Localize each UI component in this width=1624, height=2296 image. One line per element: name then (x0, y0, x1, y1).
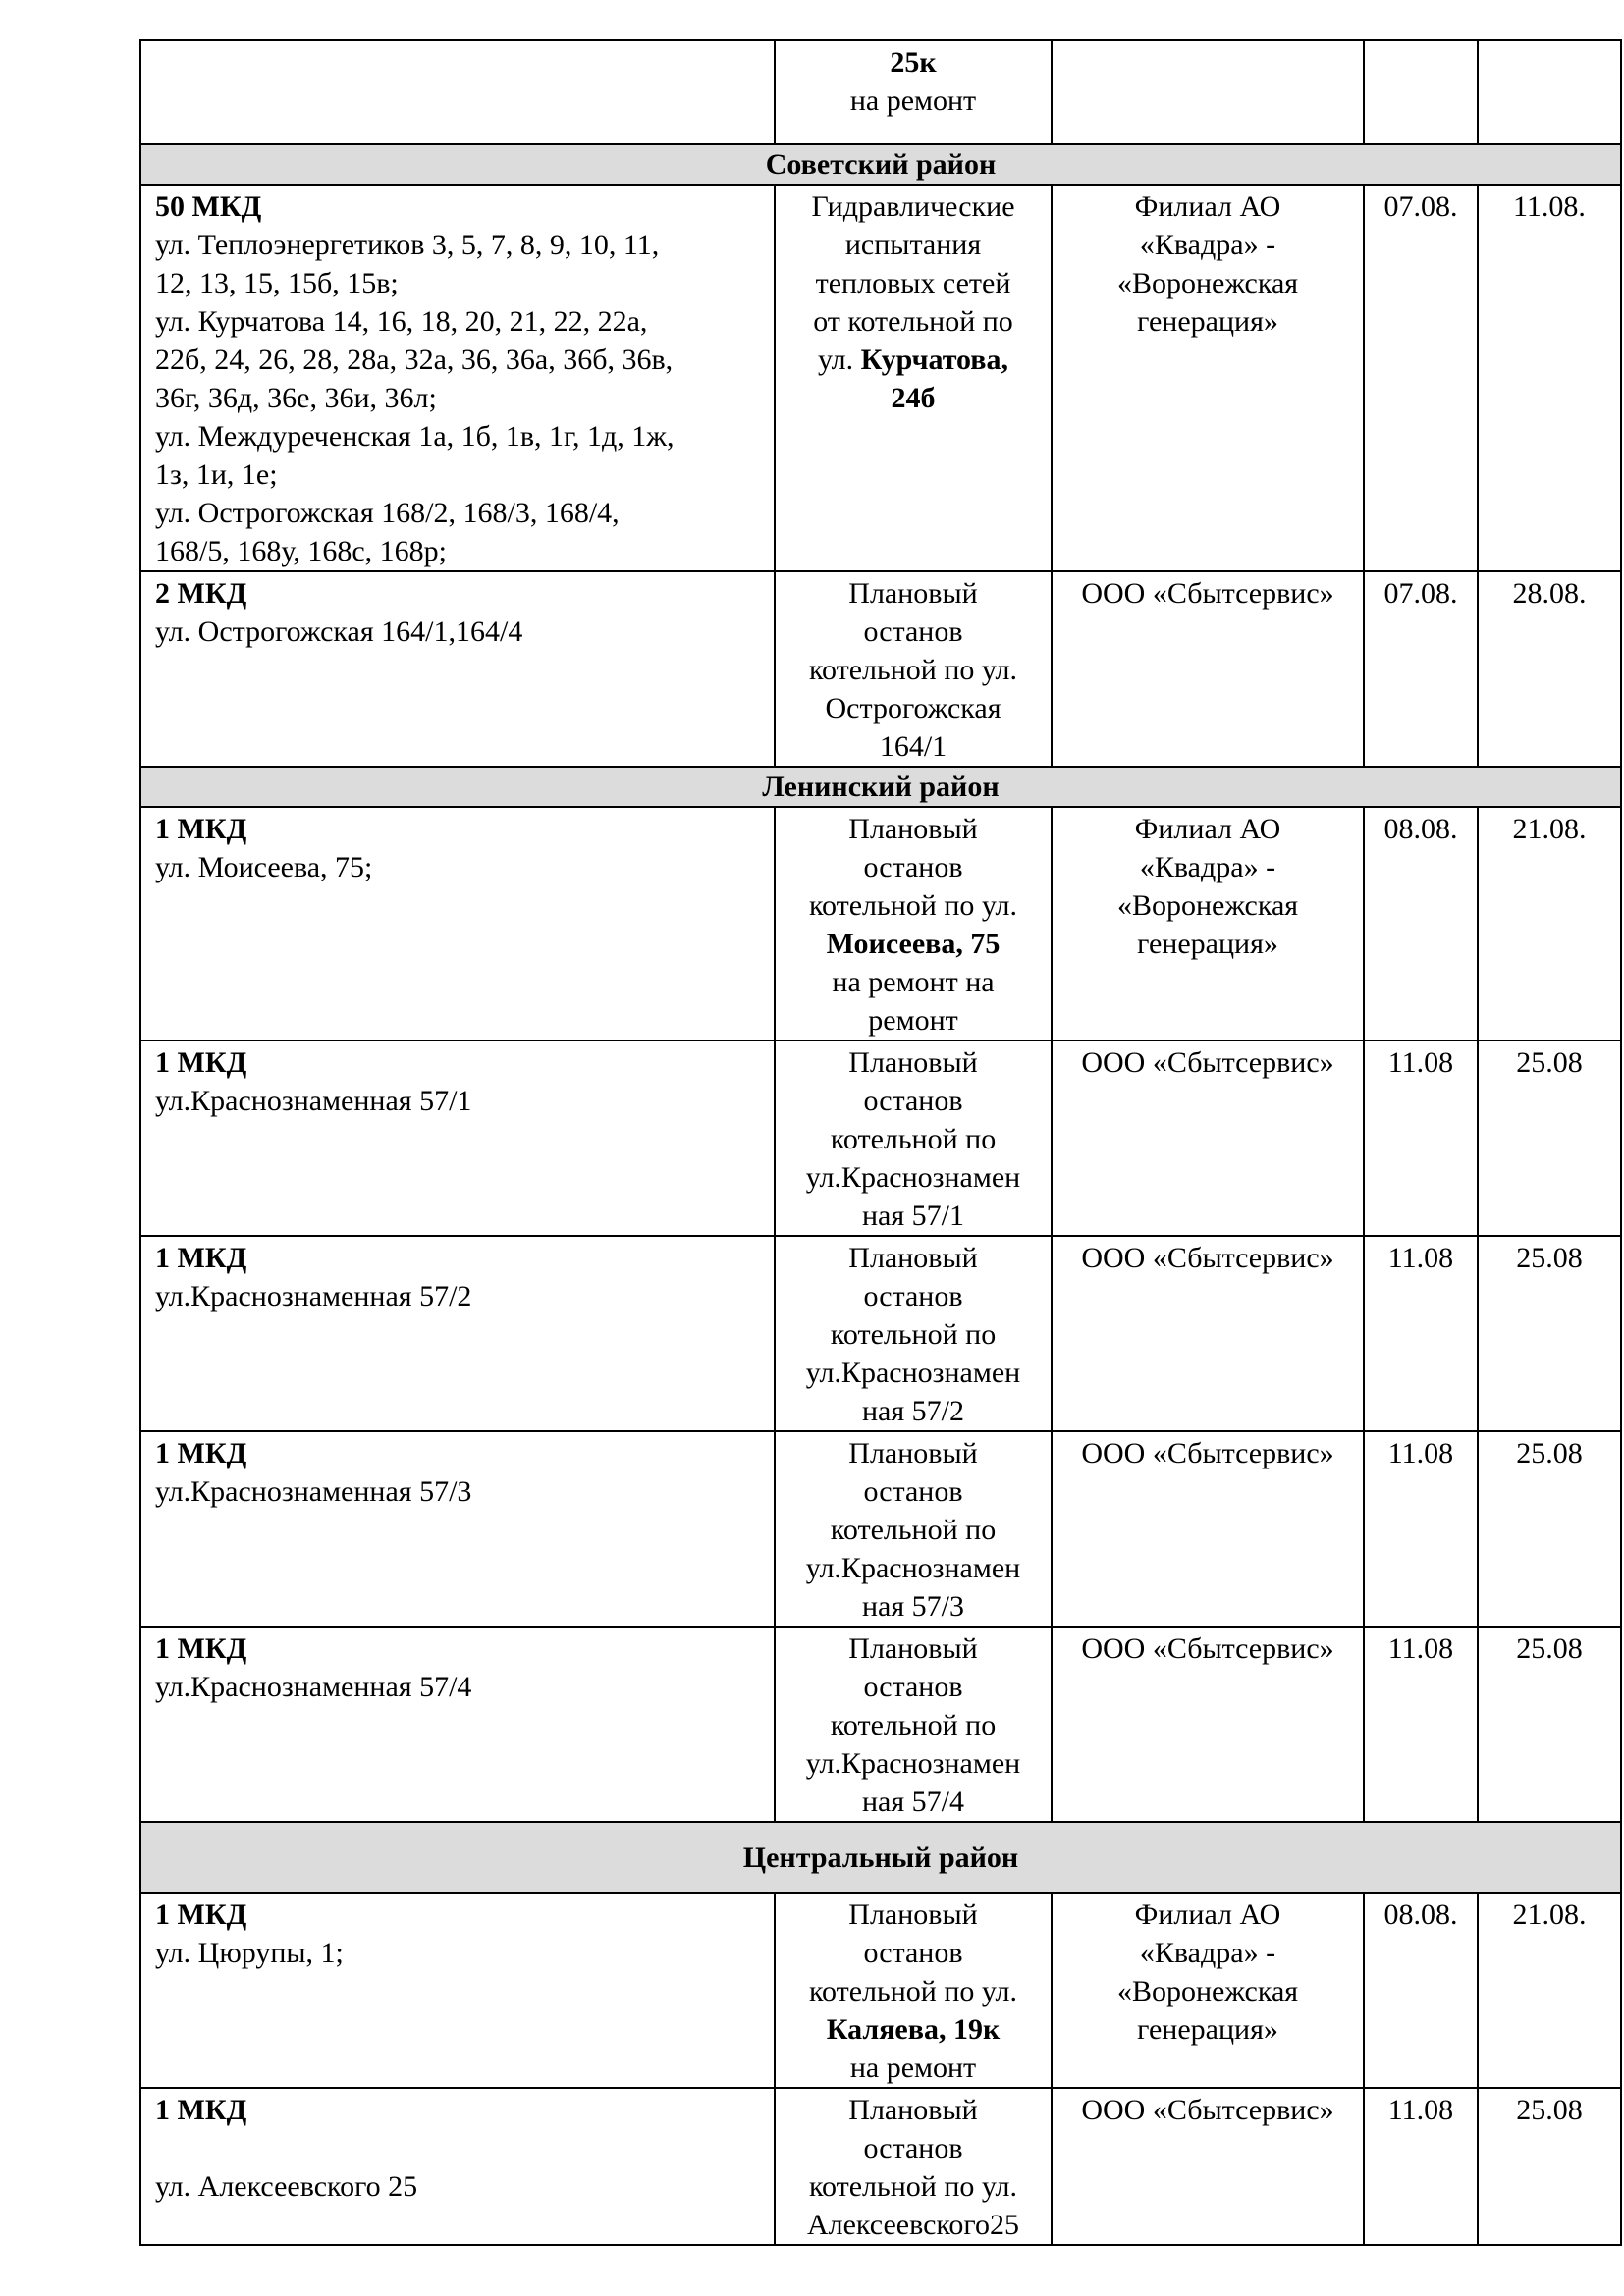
text-fragment: тепловых сетей (815, 267, 1011, 299)
end-date-cell: 25.08 (1478, 1041, 1621, 1236)
organization-cell (1052, 40, 1364, 144)
cell-line (780, 2049, 1047, 2087)
start-date-cell: 11.08 (1364, 1627, 1478, 1822)
table-row (140, 2088, 1621, 2245)
organization-cell (1052, 1893, 1364, 2088)
cell-line (155, 810, 764, 848)
text-fragment: ная 57/4 (861, 1786, 964, 1818)
cell-line (780, 925, 1047, 963)
text-fragment: ул.Краснознамен (805, 1552, 1021, 1584)
cell-line (780, 886, 1047, 925)
table-row (140, 1627, 1621, 1822)
cell-line (780, 1392, 1047, 1430)
cell-line (155, 848, 764, 886)
cell-line (780, 1043, 1047, 1082)
cell-line (155, 613, 764, 651)
organization-line: Филиал АО (1134, 190, 1281, 223)
text-fragment: останов (863, 1085, 963, 1117)
end-date-cell: 25.08 (1478, 1236, 1621, 1431)
text-fragment: ул. Алексеевского 25 (155, 2170, 418, 2203)
text-fragment: 36г, 36д, 36е, 36и, 36л; (155, 382, 437, 414)
cell-line (155, 2091, 764, 2129)
table-row (140, 185, 1621, 571)
cell-line (780, 689, 1047, 727)
text-fragment: ул. Острогожская 164/1,164/4 (155, 615, 523, 648)
address-cell (140, 185, 775, 571)
organization-cell (1052, 1236, 1364, 1431)
end-date-cell: 28.08. (1478, 571, 1621, 767)
address-cell (140, 807, 775, 1041)
cell-line (780, 302, 1047, 341)
cell-line (780, 2206, 1047, 2244)
table-row (140, 1041, 1621, 1236)
text-fragment: на ремонт на (832, 966, 995, 998)
cell-line (780, 963, 1047, 1001)
text-fragment: ул.Краснознамен (805, 1161, 1021, 1194)
organization-line: генерация» (1137, 305, 1278, 338)
text-fragment: 168/5, 168у, 168с, 168р; (155, 535, 447, 567)
cell-line (155, 379, 764, 417)
text-fragment: останов (863, 2132, 963, 2164)
text-fragment: ул. Моисеева, 75; (155, 851, 373, 883)
cell-line (155, 417, 764, 455)
address-cell (140, 1041, 775, 1236)
cell-line (780, 1001, 1047, 1040)
cell-line (780, 2091, 1047, 2129)
start-date-cell: 11.08 (1364, 1041, 1478, 1236)
cell-line (780, 651, 1047, 689)
text-fragment: ул. (817, 344, 861, 376)
work-cell (775, 1236, 1052, 1431)
bold-fragment: 25к (890, 46, 937, 79)
cell-line (780, 1197, 1047, 1235)
organization-line: «Воронежская (1116, 267, 1299, 299)
cell-line (780, 848, 1047, 886)
organization-line: «Квадра» - (1139, 1937, 1276, 1969)
cell-line (780, 1472, 1047, 1511)
start-date-cell (1364, 40, 1478, 144)
text-fragment: останов (863, 1280, 963, 1312)
cell-line (155, 226, 764, 264)
cell-line (155, 1472, 764, 1511)
cell-line (780, 1896, 1047, 1934)
text-fragment: ул. Острогожская 168/2, 168/3, 168/4, (155, 497, 620, 529)
text-fragment: ул. Междуреченская 1а, 1б, 1в, 1г, 1д, 1ж, (155, 420, 675, 453)
cell-line (155, 341, 764, 379)
work-cell (775, 2088, 1052, 2245)
organization-line: генерация» (1137, 2013, 1278, 2046)
cell-line (155, 1668, 764, 1706)
text-fragment: испытания (844, 229, 982, 261)
cell-line (155, 2167, 764, 2206)
bold-fragment: 1 МКД (155, 1046, 247, 1079)
table-row (140, 1893, 1621, 2088)
cell-line (780, 187, 1047, 226)
text-fragment: останов (863, 615, 963, 648)
cell-line (780, 341, 1047, 379)
cell-line (155, 1277, 764, 1315)
organization-line: Филиал АО (1134, 813, 1281, 845)
organization-line: Филиал АО (1134, 1898, 1281, 1931)
address-cell (140, 1236, 775, 1431)
text-fragment: Плановый (848, 1632, 978, 1665)
end-date-cell: 21.08. (1478, 1893, 1621, 2088)
cell-line (780, 2010, 1047, 2049)
work-cell (775, 40, 1052, 144)
work-cell (775, 807, 1052, 1041)
cell-line (780, 1434, 1047, 1472)
text-fragment: ул.Краснознаменная 57/2 (155, 1280, 472, 1312)
cell-line (780, 264, 1047, 302)
text-fragment: ул. Цюрупы, 1; (155, 1937, 344, 1969)
text-fragment: останов (863, 1671, 963, 1703)
end-date-cell: 25.08 (1478, 1431, 1621, 1627)
text-fragment: Алексеевского25 (806, 2209, 1019, 2241)
cell-line (780, 1354, 1047, 1392)
address-cell (140, 40, 775, 144)
organization-line: генерация» (1137, 928, 1278, 960)
table-body (140, 40, 1621, 2245)
organization-line: «Воронежская (1116, 1975, 1299, 2007)
bold-fragment: 1 МКД (155, 2094, 247, 2126)
cell-line (155, 494, 764, 532)
cell-line (155, 1239, 764, 1277)
text-fragment: котельной по (830, 1514, 997, 1546)
text-fragment: ул.Краснознаменная 57/3 (155, 1475, 472, 1508)
text-fragment: Плановый (848, 577, 978, 610)
start-date-cell: 11.08 (1364, 1431, 1478, 1627)
work-cell (775, 1041, 1052, 1236)
text-fragment: Плановый (848, 813, 978, 845)
table-row (140, 807, 1621, 1041)
organization-cell (1052, 185, 1364, 571)
organization-line: ООО «Сбытсервис» (1081, 2094, 1334, 2126)
cell-line (780, 43, 1047, 81)
cell-line (780, 1277, 1047, 1315)
cell-line (155, 264, 764, 302)
cell-line (780, 1587, 1047, 1626)
start-date-cell: 11.08 (1364, 2088, 1478, 2245)
bold-fragment: Курчатова, (860, 344, 1009, 376)
organization-cell (1052, 2088, 1364, 2245)
cell-line (780, 574, 1047, 613)
text-fragment: ул.Краснознамен (805, 1357, 1021, 1389)
bold-fragment: 1 МКД (155, 1898, 247, 1931)
text-fragment: котельной по ул. (808, 654, 1018, 686)
text-fragment: ная 57/1 (861, 1200, 964, 1232)
bold-fragment: 2 МКД (155, 577, 247, 610)
start-date-cell: 08.08. (1364, 1893, 1478, 2088)
text-fragment: Плановый (848, 1437, 978, 1469)
cell-line (780, 1315, 1047, 1354)
start-date-cell: 07.08. (1364, 571, 1478, 767)
text-fragment: 12, 13, 15, 15б, 15в; (155, 267, 399, 299)
text-fragment: 22б, 24, 26, 28, 28а, 32а, 36, 36а, 36б, 36в, (155, 344, 674, 376)
text-fragment: Гидравлические (811, 190, 1015, 223)
table-row (140, 571, 1621, 767)
address-cell (140, 1431, 775, 1627)
cell-line (780, 1158, 1047, 1197)
cell-line (155, 1434, 764, 1472)
district-title: Ленинский район (140, 767, 1621, 807)
text-fragment: котельной по (830, 1123, 997, 1155)
organization-line: ООО «Сбытсервис» (1081, 1632, 1334, 1665)
work-cell (775, 1627, 1052, 1822)
cell-line (155, 1629, 764, 1668)
district-title: Центральный район (140, 1822, 1621, 1893)
cell-line (780, 1934, 1047, 1972)
bold-fragment: 1 МКД (155, 1242, 247, 1274)
text-fragment: Плановый (848, 1242, 978, 1274)
cell-line (155, 455, 764, 494)
end-date-cell: 11.08. (1478, 185, 1621, 571)
cell-line (780, 1239, 1047, 1277)
bold-fragment: Каляева, 19к (826, 2013, 1001, 2046)
cell-line (780, 1706, 1047, 1744)
bold-fragment: 1 МКД (155, 1632, 247, 1665)
text-fragment: останов (863, 851, 963, 883)
bold-fragment: Моисеева, 75 (826, 928, 1001, 960)
cell-line (780, 81, 1047, 120)
organization-cell (1052, 1041, 1364, 1236)
text-fragment: котельной по ул. (808, 889, 1018, 922)
table-row (140, 1236, 1621, 1431)
end-date-cell: 25.08 (1478, 1627, 1621, 1822)
district-title: Советский район (140, 144, 1621, 185)
text-fragment: Плановый (848, 1046, 978, 1079)
cell-line (780, 1511, 1047, 1549)
cell-line (155, 532, 764, 570)
cell-line (155, 1896, 764, 1934)
work-cell (775, 1893, 1052, 2088)
cell-line (780, 1082, 1047, 1120)
address-cell (140, 1893, 775, 2088)
cell-line (780, 1629, 1047, 1668)
cell-line (780, 1549, 1047, 1587)
text-fragment: на ремонт (849, 84, 977, 117)
cell-line (155, 1934, 764, 1972)
text-fragment: ремонт (868, 1004, 958, 1037)
organization-cell (1052, 1627, 1364, 1822)
heating-shutdown-table (139, 39, 1622, 2246)
text-fragment: 1з, 1и, 1е; (155, 458, 278, 491)
text-fragment: на ремонт (849, 2052, 977, 2084)
text-fragment: Плановый (848, 1898, 978, 1931)
organization-line: «Квадра» - (1139, 851, 1276, 883)
address-cell (140, 2088, 775, 2245)
text-fragment: котельной по (830, 1318, 997, 1351)
cell-line (780, 613, 1047, 651)
top-continuation-row (140, 40, 1621, 144)
cell-line (780, 2167, 1047, 2206)
text-fragment: Плановый (848, 2094, 978, 2126)
cell-blank-line (155, 2129, 764, 2167)
cell-line (780, 1120, 1047, 1158)
start-date-cell: 08.08. (1364, 807, 1478, 1041)
text-fragment: ная 57/3 (861, 1590, 964, 1623)
work-cell (775, 185, 1052, 571)
text-fragment: Острогожская (825, 692, 1001, 724)
address-cell (140, 571, 775, 767)
bold-fragment: 50 МКД (155, 190, 262, 223)
text-fragment: ул.Краснознамен (805, 1747, 1021, 1780)
text-fragment: 164/1 (879, 730, 947, 763)
organization-line: «Квадра» - (1139, 229, 1276, 261)
table-row (140, 1431, 1621, 1627)
organization-line: ООО «Сбытсервис» (1081, 1437, 1334, 1469)
cell-line (780, 1972, 1047, 2010)
text-fragment: ул.Краснознаменная 57/1 (155, 1085, 472, 1117)
work-cell (775, 1431, 1052, 1627)
end-date-cell: 21.08. (1478, 807, 1621, 1041)
organization-cell (1052, 571, 1364, 767)
cell-line (155, 574, 764, 613)
cell-line (780, 1744, 1047, 1783)
end-date-cell (1478, 40, 1621, 144)
cell-line (780, 226, 1047, 264)
cell-line (780, 1783, 1047, 1821)
organization-line: ООО «Сбытсервис» (1081, 1046, 1334, 1079)
text-fragment: ул. Теплоэнергетиков 3, 5, 7, 8, 9, 10, 11, (155, 229, 660, 261)
bold-fragment: 1 МКД (155, 1437, 247, 1469)
cell-line (155, 1043, 764, 1082)
document-page (139, 39, 1620, 2246)
text-fragment: от котельной по (813, 305, 1013, 338)
text-fragment: ул. Курчатова 14, 16, 18, 20, 21, 22, 22а, (155, 305, 648, 338)
text-fragment: ная 57/2 (861, 1395, 964, 1427)
text-fragment: котельной по (830, 1709, 997, 1741)
text-fragment: останов (863, 1475, 963, 1508)
start-date-cell: 11.08 (1364, 1236, 1478, 1431)
text-fragment: останов (863, 1937, 963, 1969)
organization-line: ООО «Сбытсервис» (1081, 1242, 1334, 1274)
cell-line (780, 810, 1047, 848)
bold-fragment: 1 МКД (155, 813, 247, 845)
district-header-centralny (140, 1822, 1621, 1893)
bold-fragment: 24б (891, 382, 936, 414)
text-fragment: котельной по ул. (808, 1975, 1018, 2007)
start-date-cell: 07.08. (1364, 185, 1478, 571)
address-cell (140, 1627, 775, 1822)
cell-line (780, 1668, 1047, 1706)
organization-line: «Воронежская (1116, 889, 1299, 922)
work-cell (775, 571, 1052, 767)
cell-line (155, 187, 764, 226)
cell-line (780, 379, 1047, 417)
cell-line (155, 302, 764, 341)
end-date-cell: 25.08 (1478, 2088, 1621, 2245)
organization-line: ООО «Сбытсервис» (1081, 577, 1334, 610)
organization-cell (1052, 1431, 1364, 1627)
cell-line (780, 2129, 1047, 2167)
cell-line (155, 1082, 764, 1120)
organization-cell (1052, 807, 1364, 1041)
district-header-sovetsky (140, 144, 1621, 185)
cell-line (780, 727, 1047, 766)
text-fragment: ул.Краснознаменная 57/4 (155, 1671, 472, 1703)
text-fragment: котельной по ул. (808, 2170, 1018, 2203)
district-header-leninsky (140, 767, 1621, 807)
